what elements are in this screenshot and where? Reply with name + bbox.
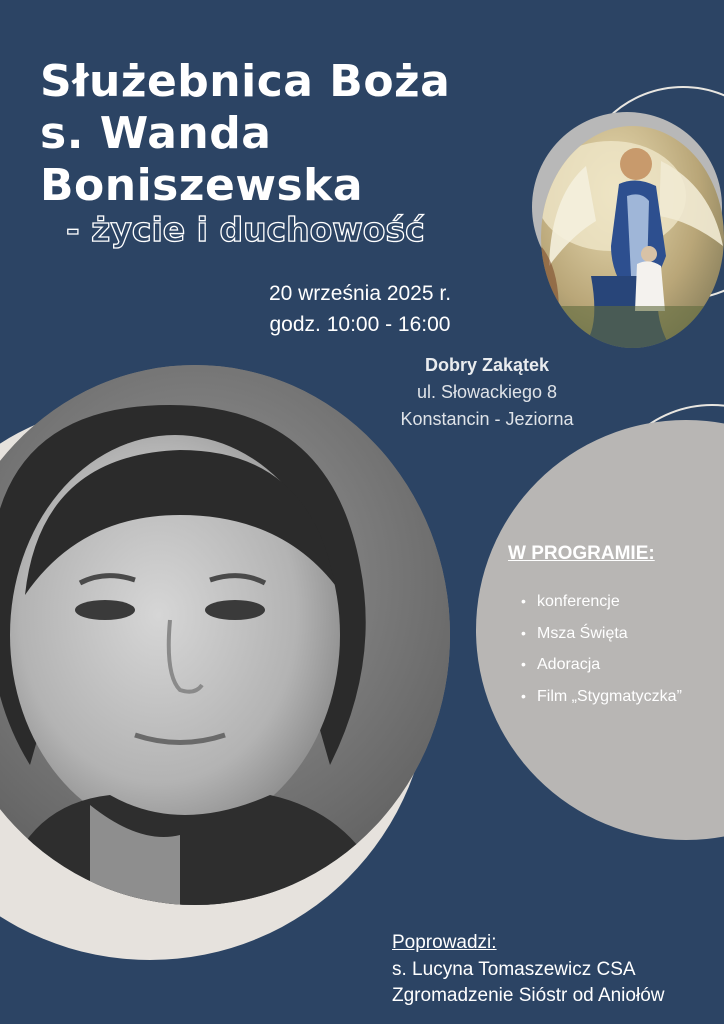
program-item	[521, 683, 682, 715]
bullet-icon: •	[521, 687, 526, 704]
program-heading: W PROGRAMIE:	[508, 543, 655, 564]
host-organization: Zgromadzenie Sióstr od Aniołów	[392, 985, 665, 1006]
title-line-2: s. Wanda	[40, 108, 272, 159]
event-venue	[372, 352, 602, 433]
bullet-icon: •	[521, 624, 526, 641]
event-time: godz. 10:00 - 16:00	[269, 313, 451, 336]
angel-painting-image	[541, 126, 724, 348]
program-item-label: Adoracja	[537, 656, 601, 673]
page-title	[40, 56, 450, 212]
venue-name: Dobry Zakątek	[424, 355, 550, 375]
title-line-1: Służebnica Boża	[40, 56, 451, 107]
bullet-icon: •	[521, 656, 526, 672]
program-item-label: konferencje	[537, 593, 620, 610]
program-item	[521, 588, 682, 620]
event-datetime	[240, 278, 480, 340]
program-list	[521, 588, 682, 714]
page-subtitle: - życie i duchowość	[66, 210, 425, 249]
program-item-label: Msza Święta	[537, 624, 628, 642]
venue-city: Konstancin - Jeziorna	[400, 409, 574, 429]
program-item	[521, 620, 682, 652]
bullet-icon: •	[521, 593, 526, 609]
title-line-3: Boniszewska	[40, 160, 364, 211]
host-name: s. Lucyna Tomaszewicz CSA	[392, 959, 636, 980]
host-label: Poprowadzi:	[392, 932, 497, 953]
venue-street: ul. Słowackiego 8	[416, 382, 558, 402]
event-date: 20 września 2025 r.	[268, 282, 452, 305]
program-item-label: Film „Stygmatyczka”	[537, 687, 682, 705]
program-item	[521, 651, 682, 683]
